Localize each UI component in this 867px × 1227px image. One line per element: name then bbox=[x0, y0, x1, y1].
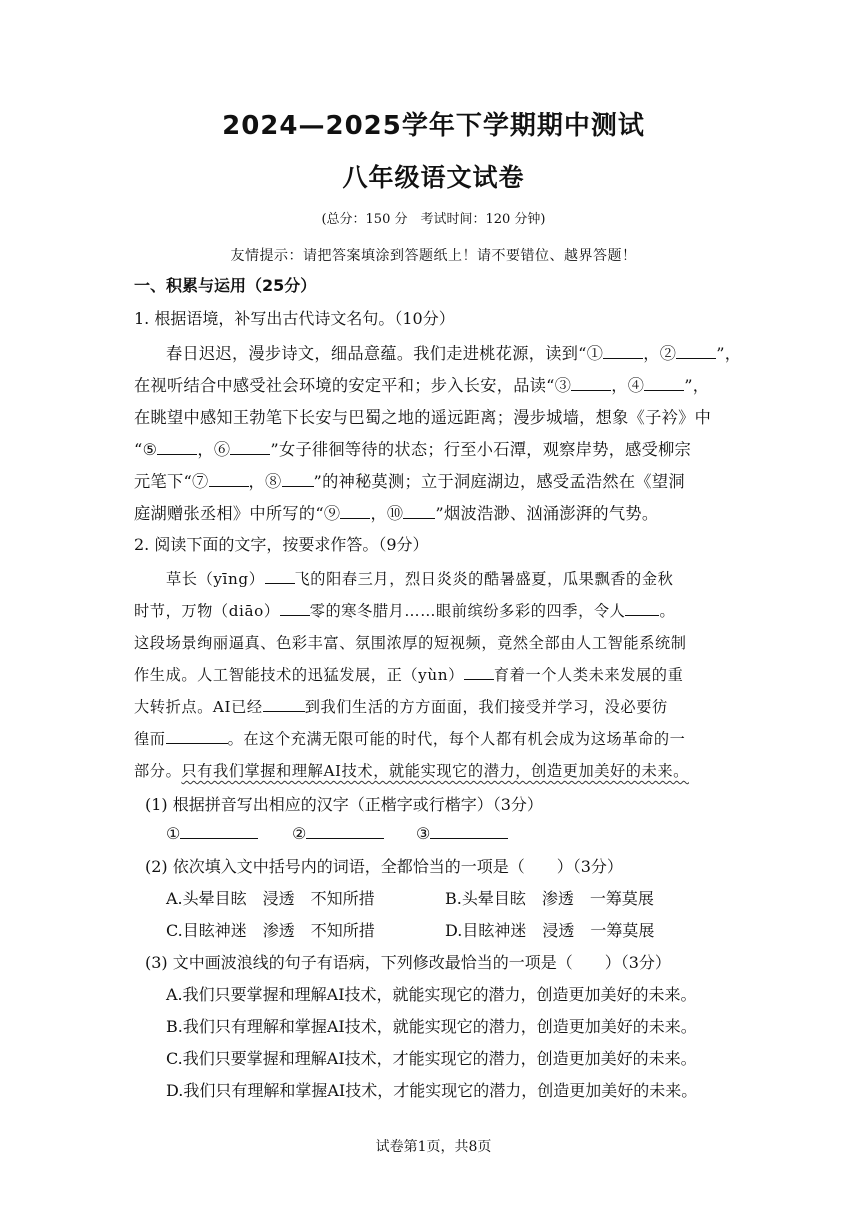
option-a: A.头晕目眩 浸透 不知所措 bbox=[166, 889, 375, 908]
answer-blank bbox=[430, 824, 508, 839]
passage-line-5: 大转折点。AI已经 到我们生活的方方面面，我们接受并学习，没必要彷 bbox=[134, 698, 668, 716]
answer-slot-1: ① bbox=[166, 824, 258, 843]
option-a: A.我们只要掌握和理解AI技术，就能实现它的潜力，创造更加美好的未来。 bbox=[166, 985, 697, 1004]
answer-blank bbox=[166, 729, 228, 744]
answer-blank bbox=[282, 472, 314, 487]
answer-blank bbox=[625, 601, 659, 616]
option-c: C.我们只要掌握和理解AI技术，才能实现它的潜力，创造更加美好的未来。 bbox=[166, 1049, 697, 1068]
answer-slot-3: ③ bbox=[416, 824, 508, 843]
passage-line-1: 草长（yīng） 飞的阳春三月，烈日炎炎的酷暑盛夏，瓜果飘香的金秋 bbox=[166, 570, 674, 588]
answer-blank bbox=[306, 824, 384, 839]
sub-question-2: (2) 依次填入文中括号内的词语，全都恰当的一项是（ ）（3分） bbox=[145, 857, 623, 876]
q1-line-3: 在眺望中感知王勃笔下长安与巴蜀之地的遥远距离；漫步城墙，想象《子衿》中 bbox=[134, 408, 712, 427]
answer-blank bbox=[676, 344, 716, 359]
page-footer: 试卷第1页，共8页 bbox=[375, 1139, 492, 1155]
exam-meta: (总分：150 分 考试时间：120 分钟) bbox=[321, 212, 546, 227]
section-heading: 一、积累与运用（25分） bbox=[134, 276, 317, 295]
friendly-tip: 友情提示：请把答案填涂到答题纸上！请不要错位、越界答题！ bbox=[230, 248, 637, 264]
passage-line-3: 这段场景绚丽逼真、色彩丰富、氛围浓厚的短视频，竟然全部由人工智能系统制 bbox=[134, 634, 687, 652]
exam-subtitle: 八年级语文试卷 bbox=[342, 163, 525, 192]
answer-blank bbox=[280, 601, 310, 616]
q1-line-4: “⑤ ，⑥ ”女子徘徊等待的状态；行至小石潭，观察岸势，感受柳宗 bbox=[134, 440, 692, 459]
exam-title: 2024—2025学年下学期期中测试 bbox=[222, 111, 645, 141]
answer-blank bbox=[571, 376, 611, 391]
q1-line-6: 庭湖赠张丞相》中所写的“⑨ ，⑩ ”烟波浩渺、汹涌澎湃的气势。 bbox=[134, 504, 659, 523]
option-d: D.目眩神迷 浸透 一筹莫展 bbox=[445, 921, 655, 940]
option-d: D.我们只有理解和掌握AI技术，才能实现它的潜力，创造更加美好的未来。 bbox=[166, 1081, 698, 1100]
answer-blank bbox=[180, 824, 258, 839]
passage-line-7: 部分。只有我们掌握和理解AI技术，就能实现它的潜力，创造更加美好的未来。 bbox=[134, 762, 689, 780]
answer-blank bbox=[340, 504, 370, 519]
answer-blank bbox=[644, 376, 684, 391]
question-2-stem: 2. 阅读下面的文字，按要求作答。（9分） bbox=[134, 535, 429, 554]
passage-line-2: 时节，万物（diāo） 零的寒冬腊月……眼前缤纷多彩的四季，令人 。 bbox=[134, 602, 676, 620]
answer-slot-2: ② bbox=[292, 824, 384, 843]
answer-blank bbox=[157, 440, 197, 455]
answer-blank bbox=[464, 665, 494, 680]
q1-line-5: 元笔下“⑦ ，⑧ ”的神秘莫测；立于洞庭湖边，感受孟浩然在《望洞 bbox=[134, 472, 685, 491]
q1-line-1: 春日迟迟，漫步诗文，细品意蕴。我们走进桃花源，读到“① ，② ”， bbox=[166, 344, 742, 363]
answer-blank bbox=[403, 504, 435, 519]
answer-blank bbox=[265, 569, 295, 584]
wavy-underlined-sentence: 只有我们掌握和理解AI技术，就能实现它的潜力，创造更加美好的未来。 bbox=[181, 762, 689, 780]
option-c: C.目眩神迷 渗透 不知所措 bbox=[166, 921, 375, 940]
question-1-stem: 1. 根据语境，补写出古代诗文名句。（10分） bbox=[134, 309, 455, 328]
passage-line-4: 作生成。人工智能技术的迅猛发展，正（yùn） 育着一个人类未来发展的重 bbox=[134, 666, 684, 684]
answer-blank bbox=[263, 697, 305, 712]
q1-line-2: 在视听结合中感受社会环境的安定平和；步入长安，品读“③ ，④ ”， bbox=[134, 376, 710, 395]
sub-question-1: (1) 根据拼音写出相应的汉字（正楷字或行楷字）（3分） bbox=[145, 795, 543, 814]
answer-blank bbox=[209, 472, 249, 487]
option-b: B.我们只有理解和掌握AI技术，就能实现它的潜力，创造更加美好的未来。 bbox=[166, 1017, 697, 1036]
passage-line-6: 徨而 。在这个充满无限可能的时代，每个人都有机会成为这场革命的一 bbox=[134, 730, 686, 748]
answer-blank bbox=[230, 440, 270, 455]
option-b: B.头晕目眩 渗透 一筹莫展 bbox=[445, 889, 654, 908]
sub-question-3: (3) 文中画波浪线的句子有语病，下列修改最恰当的一项是（ ）（3分） bbox=[145, 953, 671, 972]
answer-blank bbox=[603, 344, 643, 359]
